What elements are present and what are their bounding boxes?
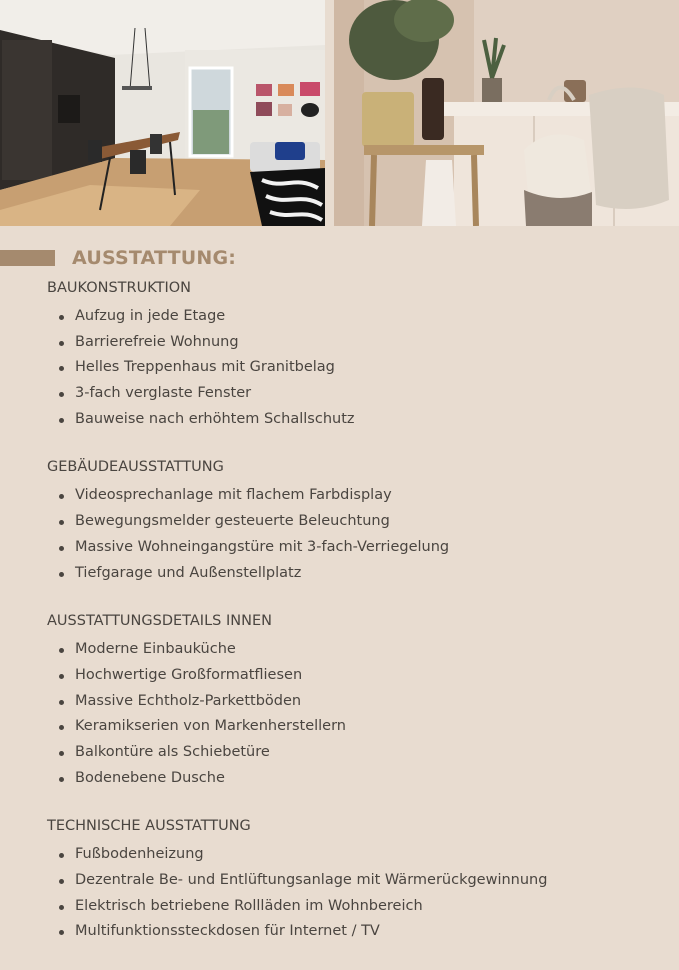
- interior-decor-photo: [334, 0, 679, 226]
- list-item: Massive Echtholz-Parkettböden: [47, 689, 667, 715]
- list-item: Bodenebene Dusche: [47, 766, 667, 792]
- list-item: 3-fach verglaste Fenster: [47, 381, 667, 407]
- list-item: Dezentrale Be- und Entlüftungsanlage mit Wärmerückgewinnung: [47, 868, 667, 894]
- photo-strip: [0, 0, 679, 226]
- heading-row: [0, 247, 679, 271]
- list-item: Multifunktionssteckdosen für Internet / TV: [47, 919, 667, 945]
- feature-list: [47, 637, 667, 791]
- section-title: GEBÄUDEAUSSTATTUNG: [47, 459, 224, 476]
- section-title: TECHNISCHE AUSSTATTUNG: [47, 818, 251, 835]
- feature-list: [47, 483, 667, 586]
- list-item: Aufzug in jede Etage: [47, 304, 667, 330]
- features-content: [47, 278, 667, 970]
- section-technische-ausstattung: [47, 816, 667, 945]
- list-item: Hochwertige Großformatfliesen: [47, 663, 667, 689]
- page-heading: AUSSTATTUNG:: [72, 247, 237, 269]
- list-item: Massive Wohneingangstüre mit 3-fach-Verriegelung: [47, 535, 667, 561]
- list-item: Bewegungsmelder gesteuerte Beleuchtung: [47, 509, 667, 535]
- section-title: BAUKONSTRUKTION: [47, 280, 191, 296]
- list-item: Keramikserien von Markenherstellern: [47, 714, 667, 740]
- list-item: Elektrisch betriebene Rollläden im Wohnbereich: [47, 894, 667, 920]
- section-title: AUSSTATTUNGSDETAILS INNEN: [47, 613, 272, 630]
- feature-list: [47, 304, 667, 432]
- feature-list: [47, 842, 667, 945]
- list-item: Tiefgarage und Außenstellplatz: [47, 561, 667, 587]
- list-item: Videosprechanlage mit flachem Farbdisplay: [47, 483, 667, 509]
- section-ausstattungsdetails-innen: [47, 611, 667, 791]
- section-gebaeudeausstattung: [47, 457, 667, 586]
- list-item: Balkontüre als Schiebetüre: [47, 740, 667, 766]
- list-item: Bauweise nach erhöhtem Schallschutz: [47, 407, 667, 433]
- list-item: Moderne Einbauküche: [47, 637, 667, 663]
- section-baukonstruktion: [47, 278, 667, 432]
- list-item: Barrierefreie Wohnung: [47, 330, 667, 356]
- list-item: Helles Treppenhaus mit Granitbelag: [47, 355, 667, 381]
- list-item: Fußbodenheizung: [47, 842, 667, 868]
- accent-bar: [0, 250, 55, 266]
- kitchen-living-room-photo: [0, 0, 325, 226]
